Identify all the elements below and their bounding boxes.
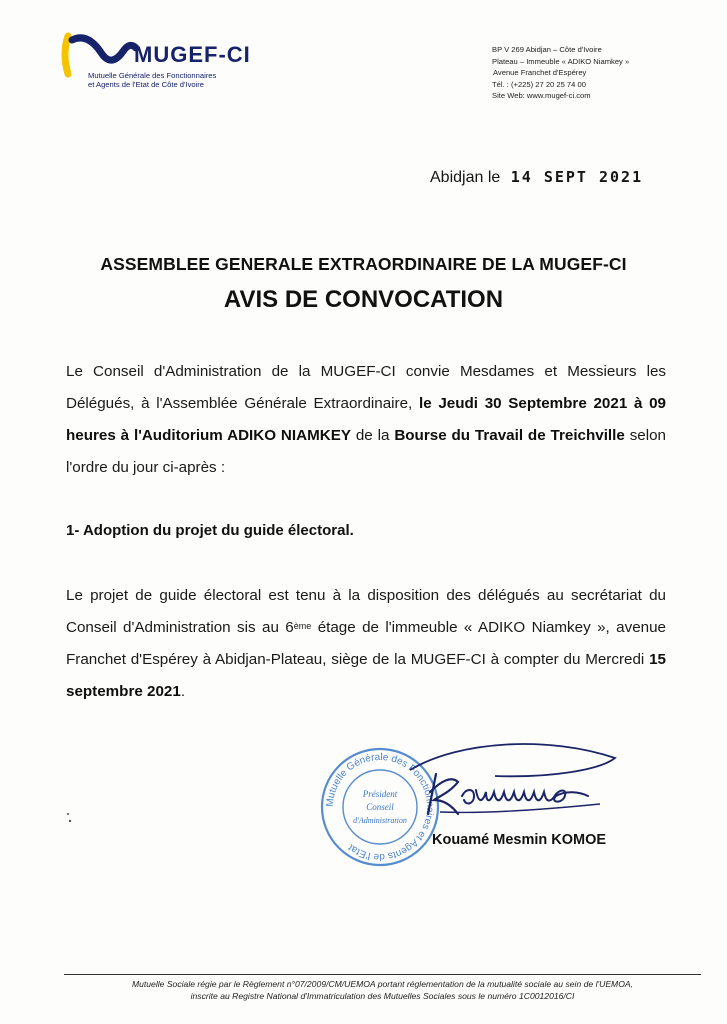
convocation-paragraph — [66, 356, 666, 484]
date-line — [430, 168, 643, 187]
address-line: BP V 269 Abidjan – Côte d'Ivoire — [492, 45, 602, 54]
meeting-venue: Bourse du Travail de Treichville — [394, 427, 625, 444]
seal-inner-line-2: Conseil — [366, 802, 394, 812]
seal-inner-line-1: Président — [362, 789, 398, 799]
p2-text-2: étage de l'immeuble « ADIKO Niamkey », avenue Franchet d'Espérey à Abidjan-Plateau, siège de la MUGEF-CI à compter du Mercredi — [66, 619, 666, 668]
signatory-name: Kouamé Mesmin KOMOE — [432, 832, 607, 848]
document-heading: ASSEMBLEE GENERALE EXTRAORDINAIRE DE LA MUGEF-CI — [100, 254, 627, 274]
logo-subtitle-line-2: et Agents de l'Etat de Côte d'Ivoire — [88, 80, 205, 89]
footer-divider — [64, 974, 701, 975]
handwritten-signature-icon — [400, 730, 630, 830]
agenda-item: 1- Adoption du projet du guide électoral. — [66, 522, 354, 539]
meeting-date-location: le Jeudi 30 Septembre 2021 à 09 heures à l'Auditorium ADIKO NIAMKEY — [66, 395, 666, 444]
logo-subtitle — [88, 71, 268, 89]
sender-address — [492, 44, 629, 102]
ordinal-suffix: ème — [293, 621, 312, 631]
seal-ring-text: Mutuelle Générale des Fonctionnaires et Agents de l'Etat — [324, 751, 436, 863]
mugef-logo — [58, 28, 258, 96]
seal-inner-line-3: d'Administration — [353, 816, 407, 825]
footer-line-1: Mutuelle Sociale régie par le Règlement n°07/2009/CM/UEMOA portant réglementation de la mutualité sociale au sein de l'UEMOA, — [131, 979, 634, 989]
address-line: Tél. : (+225) 27 20 25 74 00 — [492, 79, 586, 89]
p1-text: Le Conseil d'Administration de la MUGEF-CI convie Mesdames et Messieurs les Délégués, à l'Assemblée Générale Extraordinaire, — [66, 363, 666, 412]
legal-footer — [64, 978, 701, 1002]
availability-paragraph — [66, 580, 666, 708]
address-line: Plateau – Immeuble « ADIKO Niamkey » — [492, 56, 630, 66]
date-stamp: 14 SEPT 2021 — [510, 168, 644, 186]
p2-text-3: . — [180, 683, 186, 700]
date-prefix: Abidjan le — [430, 169, 501, 186]
availability-date: 15 septembre 2021 — [66, 651, 666, 700]
address-line: Site Web: www.mugef-ci.com — [492, 91, 591, 101]
p1-text-3: selon l'ordre du jour ci-après : — [66, 427, 667, 476]
logo-wordmark: MUGEF-CI — [134, 42, 251, 67]
address-line: Avenue Franchet d'Espérey — [493, 68, 587, 78]
p2-text: Le projet de guide électoral est tenu à la disposition des délégués au secrétariat du Conseil d'Administration sis au 6 — [66, 587, 666, 636]
footer-line-2: inscrite au Registre National d'Immatriculation des Mutuelles Sociales sous le numéro 1C0012016/CI — [190, 991, 575, 1001]
document-title: AVIS DE CONVOCATION — [223, 286, 504, 313]
logo-subtitle-line-1: Mutuelle Générale des Fonctionnaires — [88, 71, 217, 80]
p1-text-2: de la — [350, 427, 395, 444]
scan-speck — [66, 812, 72, 826]
